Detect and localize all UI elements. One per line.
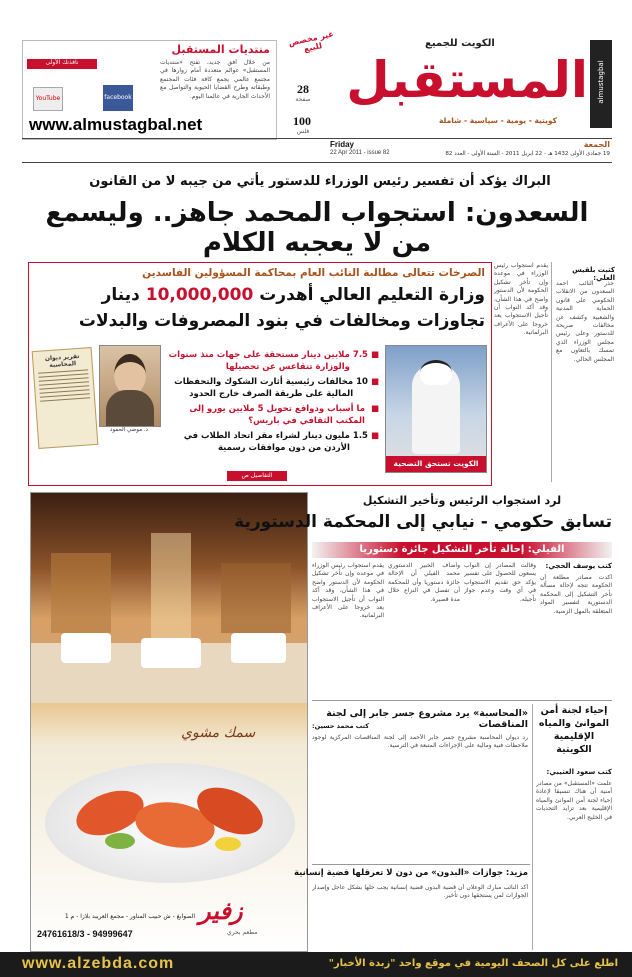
minister-photo [99, 345, 161, 427]
top-story-kicker: البراك يؤكد أن تفسير رئيس الوزراء للدستور يأتي من جيبه لا من القانون [89, 174, 551, 189]
second-story-subhead: الفيلي: إحالة تأخر التشكيل جائزة دستوريا [312, 542, 612, 558]
shrimp-plate [45, 763, 295, 883]
facebook-icon[interactable] [103, 85, 133, 111]
price-number: 100 [293, 114, 311, 128]
feature-headline-1a: وزارة التعليم العالي أهدرت [259, 285, 485, 305]
audit-story-headline: «المحاسبة» يرد مشروع جسر جابر إلى لجنة المناقصات [326, 708, 528, 730]
youtube-label: YouTube [35, 95, 61, 102]
ad-address: الصوابغ - ش حبيب المناور - مجمع العريبد بلازا - م 1 [64, 913, 195, 920]
forum-title: منتديات المستقبل [171, 43, 270, 56]
right-author: كتب يوسف الحجي: [545, 562, 612, 570]
forum-body: من خلال أفق جديد، تفتح «منتديات المستقبل» عوالم متعددة أمام زوارها في مجتمع عالمي يجمع كافة فئات المجتمع وطبقاته وطرح القضايا الحيوية والتواصل مع الأحداث الجارية في عالمنا اليوم. [160, 59, 270, 100]
feature-kicker: الصرخات تتعالى مطالبة النائب العام بمحاكمة المسؤولين الفاسدين [142, 267, 485, 279]
ad-phone[interactable]: 24761618/3 - 94999647 [37, 929, 133, 939]
ad-script-text: سمك مشوي [181, 725, 256, 741]
minister-caption: د. موضي الحمود [110, 427, 148, 433]
footer-bar[interactable] [0, 952, 632, 977]
passports-story-body: أكد النائب مبارك الوعلان أن قضية البدون قضية إنسانية يجب حلها بشكل عاجل وإصدار الجوازات لمن يستحقها دون تأخير. [312, 884, 528, 900]
feature-box [28, 262, 492, 486]
feature-jump[interactable]: التفاصيل ص [227, 471, 287, 481]
youtube-icon[interactable] [33, 87, 63, 111]
emir-photo-caption: الكويت تستحق التضحية [386, 456, 486, 472]
price-label: فلس [296, 128, 310, 135]
feature-headline-1c: دينار [101, 285, 140, 305]
date-en: 22 Apr 2011 - issue 82 [330, 150, 390, 156]
audit-story-body: رد ديوان المحاسبة مشروع جسر جابر الأحمد إلى لجنة المناقصات المركزية لوجود ملاحظات فنية ومالية على الإجراءات المتبعة في الترسية. [312, 734, 528, 750]
second-story-headline: تسابق حكومي - نيابي إلى المحكمة الدستورية [234, 512, 612, 532]
feature-bullets [165, 349, 379, 457]
ad-brand-sub: مطعم بحري [227, 929, 258, 936]
left-author-heading: كتبت بلقيس العلي: [572, 266, 615, 282]
left-column-body: حذر النائب احمد السعدون من الانقلاب الحكومي على قانون الحماية المدنية والشعبية وكشف عن مخالفات صريحة للدستور وعلى رئيس مجلس الوزراء الذي تمسك بالتعاون مع المجلس الحالي. [556, 280, 614, 363]
emir-headdress [420, 360, 452, 385]
footer-text: اطلع على كل الصحف اليومية في موقع واحد "زبدة الأخبار" [328, 958, 618, 969]
right-column-4: يقدم استجواب رئيس الوزراء في موعده وإن تأخر تشكيل الحكومة لأن الدستور واضح في هذا الشأن، وقد أكد النواب أن تأجيل الاستجواب يعد خروجا على الأعراف البرلمانية. [312, 562, 384, 620]
bullet-text: ملايين دينار مستحقة على جهات منذ سنوات والوزارة تتقاعس عن تحصيلها [168, 350, 350, 372]
feature-headline-amount: 10,000,000 [145, 285, 254, 305]
date-ar: 19 جمادى الأولى 1432 هـ - 22 ابريل 2011 - السنة الأولى - العدد 82 [445, 151, 610, 157]
feature-headline-2: تجاوزات ومخالفات في بنود المصروفات والبدلات [78, 311, 485, 331]
day-en: Friday [330, 140, 355, 149]
bullet-text: ما أسباب ودوافع تحويل 5 ملايين يورو إلى المكتب الثقافي في باريس؟ [189, 404, 365, 426]
bullet-number: 1.5 [352, 431, 368, 441]
right-column-2: وقالت المصادر إن النواب يسعون للحصول على تفسير يؤكد حق تقديم الاستجواب في أي وقت وعدم جواز تأجيله. [464, 562, 536, 603]
bullet-number: 10 [356, 377, 368, 387]
pages-number: 28 [297, 82, 309, 96]
forum-box[interactable] [22, 40, 277, 140]
bullet-number: 7.5 [352, 350, 368, 360]
pages-label: صفحة [295, 96, 311, 103]
passports-story-headline: مزيد: جوازات «البدون» من دون لا تعرقلها قضية إنسانية [293, 868, 528, 878]
bullet-text: مليون دينار لشراء مقر اتحاد الطلاب في الأردن من دون موافقات رسمية [183, 431, 350, 453]
right-column-3: وأضاف الخبير الدستوري محمد الفيلي أن الإحالة جائزة دستوريا وأن للمحكمة أن تفصل في النزاع خلال مدة قصيرة. [388, 562, 460, 603]
water-story-author: كتب سعود العتيبي: [546, 768, 612, 776]
tagline-bottom: كويتية - يومية - سياسية - شاملة [438, 116, 557, 125]
newspaper-logo: المستقبل [346, 51, 588, 109]
forum-subtitle: نافذتك الأولى [27, 59, 97, 69]
audit-document-image [32, 347, 99, 449]
second-story-kicker: لرد استجواب الرئيس وتأخير التشكيل [362, 494, 562, 507]
side-latin-text: almustagbal [597, 60, 605, 104]
feature-bullet: ■ 1.5 مليون دينار لشراء مقر اتحاد الطلاب في الأردن من دون موافقات رسمية [165, 430, 379, 454]
forum-website[interactable]: www.almustagbal.net [29, 115, 203, 134]
ad-brand: زفير [199, 897, 243, 925]
top-story-headline: السعدون: استجواب المحمد جاهز.. وليسمع من لا يعجبه الكلام [45, 198, 589, 258]
water-story-body: علمت «المستقبل» من مصادر أمنية أن هناك تنسيقا لإعادة إحياء لجنة أمن الموانئ والمياه الإقليمية بعد تزايد التحديات في الخليج العربي. [536, 780, 612, 821]
footer-url[interactable]: www.alzebda.com [22, 955, 175, 972]
feature-bullet: ■ 10 مخالفات رئيسية أثارت الشكوك والتحفظات المالية على طريقة الصرف خارج الحدود [165, 376, 379, 400]
feature-bullet: ■ ما أسباب ودوافع تحويل 5 ملايين يورو إلى المكتب الثقافي في باريس؟ [165, 403, 379, 427]
audit-story-author: كتب محمد حسين: [312, 722, 370, 730]
free-label: غير مخصص للبيع [287, 29, 335, 54]
feature-headline-1 [35, 285, 485, 305]
emir-photo [385, 345, 487, 473]
side-latin [590, 40, 612, 128]
middle-column-body: يقدم استجواب رئيس الوزراء في موعده وإن تأخر تشكيل الحكومة لأن الدستور واضح في هذا الشأن، وقد أكد النواب أن تأجيل الاستجواب يعد خروجا على الأعراف البرلمانية. [494, 262, 548, 337]
feature-bullet: ■ 7.5 ملايين دينار مستحقة على جهات منذ سنوات والوزارة تتقاعس عن تحصيلها [165, 349, 379, 373]
facebook-label: facebook [104, 94, 132, 101]
restaurant-ad[interactable] [30, 492, 308, 952]
tagline-top: الكويت للجميع [425, 38, 495, 49]
audit-document-title: تقرير ديوان المحاسبة [44, 352, 80, 370]
masthead [0, 0, 632, 172]
day-ar: الجمعة [583, 140, 610, 149]
bullet-text: مخالفات رئيسية أثارت الشكوك والتحفظات المالية على طريقة الصرف خارج الحدود [174, 377, 354, 399]
right-column-1: أكدت مصادر مطلعة أن الحكومة تتجه لإحالة مسألة تأخر التشكيل إلى المحكمة الدستورية لتفسير المواد المتعلقة بالمهل الزمنية. [540, 574, 612, 615]
water-story-headline: إحياء لجنة أمن الموانئ والمياه الإقليمية الكويتية [538, 705, 610, 755]
